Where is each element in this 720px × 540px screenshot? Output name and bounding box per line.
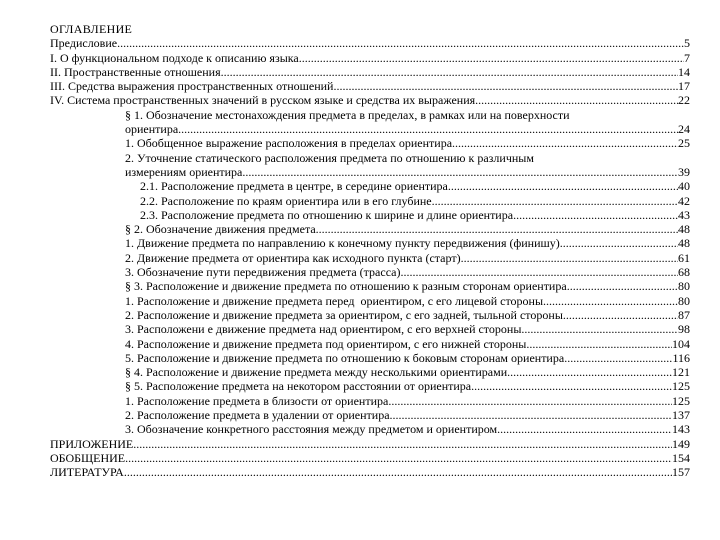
toc-entry-line bbox=[50, 151, 690, 165]
toc-entry-line bbox=[50, 279, 690, 293]
toc-entry-line bbox=[50, 465, 690, 479]
page-number: 121 bbox=[672, 365, 690, 380]
page-number: 125 bbox=[672, 379, 690, 394]
toc-entry-line bbox=[50, 365, 690, 379]
toc-entry-text: 2. Движение предмета от ориентира как исходного пункта (старт) bbox=[125, 250, 461, 265]
page-number: 98 bbox=[678, 322, 690, 337]
toc-entry-text: § 5. Расположение предмета на некотором расстоянии от ориентира bbox=[125, 379, 472, 394]
toc-entry-line bbox=[50, 36, 690, 50]
toc-entry bbox=[50, 322, 690, 336]
leader-dots bbox=[563, 308, 678, 322]
toc-entry-line bbox=[50, 79, 690, 93]
toc-entry-line bbox=[50, 294, 690, 308]
toc-entry-text: § 3. Расположение и движение предмета по отношению к разным сторонам ориентира bbox=[125, 279, 567, 294]
toc-entry bbox=[50, 422, 690, 436]
toc-entry bbox=[50, 251, 690, 265]
toc-entry-line bbox=[50, 65, 690, 79]
toc-entry bbox=[50, 93, 690, 107]
page-number: 137 bbox=[672, 408, 690, 423]
toc-entry bbox=[50, 337, 690, 351]
toc-entry bbox=[50, 36, 690, 50]
page-number: 5 bbox=[684, 36, 690, 51]
toc-entry-text: 4. Расположение и движение предмета под ориентиром, с его нижней стороны bbox=[125, 336, 527, 351]
leader-dots bbox=[242, 165, 678, 179]
page-number: 25 bbox=[678, 136, 690, 151]
toc-entry bbox=[50, 136, 690, 150]
leader-dots bbox=[507, 365, 672, 379]
page-number: 42 bbox=[678, 193, 690, 208]
toc-entry bbox=[50, 208, 690, 222]
toc-entry-text: ориентира bbox=[125, 122, 179, 137]
toc-entry-text: § 2. Обозначение движения предмета bbox=[125, 222, 316, 237]
page-number: 48 bbox=[678, 222, 690, 237]
toc-entry bbox=[50, 394, 690, 408]
toc-entry-text: 1. Расположение и движение предмета перед ориентиром, с его лицевой стороны bbox=[125, 293, 544, 308]
toc-entry-line bbox=[50, 322, 690, 336]
toc-entry-text: 5. Расположение и движение предмета по отношению к боковым сторонам ориентира bbox=[125, 350, 565, 365]
page-number: 143 bbox=[672, 422, 690, 437]
page-number: 104 bbox=[672, 336, 690, 351]
page-number: 39 bbox=[678, 164, 690, 179]
toc-entry-text: 2.3. Расположение предмета по отношению к ширине и длине ориентира bbox=[140, 207, 514, 222]
leader-dots bbox=[497, 422, 672, 436]
leader-dots bbox=[432, 194, 678, 208]
toc-entry bbox=[50, 222, 690, 236]
toc-entry bbox=[50, 451, 690, 465]
page-number: 80 bbox=[678, 293, 690, 308]
page-number: 48 bbox=[678, 236, 690, 251]
page-number: 149 bbox=[672, 436, 690, 451]
leader-dots bbox=[390, 408, 672, 422]
page-number: 17 bbox=[678, 79, 690, 94]
toc-entry-line bbox=[50, 437, 690, 451]
toc-entry-line bbox=[50, 408, 690, 422]
toc-entry-line bbox=[50, 308, 690, 322]
leader-dots bbox=[448, 179, 678, 193]
toc-entry-line bbox=[50, 108, 690, 122]
toc-title: ОГЛАВЛЕНИЕ bbox=[50, 22, 133, 36]
leader-dots bbox=[521, 322, 678, 336]
toc-entry bbox=[50, 379, 690, 393]
toc-entry bbox=[50, 79, 690, 93]
toc-entry-line bbox=[50, 251, 690, 265]
page-number: 22 bbox=[678, 93, 690, 108]
toc-entry bbox=[50, 279, 690, 293]
toc-entry-line bbox=[50, 51, 690, 65]
leader-dots bbox=[452, 136, 678, 150]
toc-entry-line bbox=[50, 422, 690, 436]
toc-entry-line bbox=[50, 351, 690, 365]
page-number: 125 bbox=[672, 393, 690, 408]
toc-entry-text: 1. Обобщенное выражение расположения в пределах ориентира bbox=[125, 136, 453, 151]
toc-entry-line bbox=[50, 208, 690, 222]
toc-entry bbox=[50, 65, 690, 79]
toc-entry-line bbox=[50, 394, 690, 408]
page-number: 7 bbox=[684, 50, 690, 65]
toc-entry-line bbox=[50, 451, 690, 465]
leader-dots bbox=[513, 208, 678, 222]
leader-dots bbox=[560, 236, 678, 250]
toc-entry bbox=[50, 308, 690, 322]
leader-dots bbox=[471, 379, 672, 393]
toc-entry-text: ЛИТЕРАТУРА bbox=[50, 465, 124, 480]
toc-entry bbox=[50, 236, 690, 250]
toc-entry-line bbox=[50, 136, 690, 150]
toc-entry-text: ОБОБЩЕНИЕ bbox=[50, 450, 126, 465]
toc-entry bbox=[50, 151, 690, 180]
leader-dots bbox=[299, 51, 684, 65]
toc-entry-text: 3. Расположени е движение предмета над ориентиром, с его верхней стороны bbox=[125, 322, 522, 337]
toc-entry-text: § 1. Обозначение местонахождения предмета в пределах, в рамках или на поверхности bbox=[125, 107, 570, 122]
toc-entry-line bbox=[50, 222, 690, 236]
leader-dots bbox=[117, 36, 684, 50]
page-number: 116 bbox=[672, 350, 690, 365]
page-number: 40 bbox=[678, 179, 690, 194]
toc-entry-line bbox=[50, 179, 690, 193]
page-number: 61 bbox=[678, 250, 690, 265]
page-number: 24 bbox=[678, 122, 690, 137]
toc-entry bbox=[50, 51, 690, 65]
toc-entry-line bbox=[50, 337, 690, 351]
toc-entry-text: 2.1. Расположение предмета в центре, в середине ориентира bbox=[140, 179, 448, 194]
leader-dots bbox=[388, 394, 672, 408]
toc-entry-text: III. Средства выражения пространственных отношений bbox=[50, 79, 334, 94]
leader-dots bbox=[333, 79, 678, 93]
leader-dots bbox=[125, 451, 672, 465]
toc-entry-text: 1. Расположение предмета в близости от ориентира bbox=[125, 393, 389, 408]
toc-entry-line bbox=[50, 379, 690, 393]
toc-entry-text: 2.2. Расположение по краям ориентира или в его глубине bbox=[140, 193, 432, 208]
toc-entry-line bbox=[50, 236, 690, 250]
leader-dots bbox=[316, 222, 678, 236]
toc-entry-text: I. О функциональном подходе к описанию языка bbox=[50, 50, 299, 65]
toc-entry-text: § 4. Расположение и движение предмета между несколькими ориентирами bbox=[125, 365, 508, 380]
toc-entry bbox=[50, 179, 690, 193]
toc-list bbox=[50, 36, 690, 479]
toc-entry-line bbox=[50, 93, 690, 107]
toc-entry bbox=[50, 194, 690, 208]
toc-entry-text: IV. Система пространственных значений в русском языке и средства их выражения bbox=[50, 93, 476, 108]
toc-entry bbox=[50, 265, 690, 279]
toc-entry bbox=[50, 294, 690, 308]
leader-dots bbox=[221, 65, 678, 79]
page-number: 87 bbox=[678, 307, 690, 322]
toc-entry-text: II. Пространственные отношения bbox=[50, 64, 221, 79]
toc-entry bbox=[50, 437, 690, 451]
toc-entry-line bbox=[50, 165, 690, 179]
toc-entry-text: 1. Движение предмета по направлению к конечному пункту передвижения (финишу) bbox=[125, 236, 560, 251]
toc-entry bbox=[50, 351, 690, 365]
leader-dots bbox=[178, 122, 678, 136]
toc-entry bbox=[50, 365, 690, 379]
toc-entry-text: измерениям ориентира bbox=[125, 164, 243, 179]
leader-dots bbox=[124, 465, 672, 479]
toc-entry bbox=[50, 408, 690, 422]
page-number: 154 bbox=[672, 450, 690, 465]
toc-entry-text: 2. Расположение предмета в удалении от ориентира bbox=[125, 408, 390, 423]
toc-entry-line bbox=[50, 265, 690, 279]
page-number: 43 bbox=[678, 207, 690, 222]
toc-entry-text: 3. Обозначение пути передвижения предмета (трасса) bbox=[125, 265, 401, 280]
leader-dots bbox=[543, 294, 678, 308]
leader-dots bbox=[401, 265, 679, 279]
toc-entry-text: 3. Обозначение конкретного расстояния между предметом и ориентиром bbox=[125, 422, 498, 437]
page-number: 68 bbox=[678, 265, 690, 280]
leader-dots bbox=[567, 279, 678, 293]
leader-dots bbox=[475, 93, 678, 107]
leader-dots bbox=[564, 351, 672, 365]
leader-dots bbox=[526, 337, 672, 351]
leader-dots bbox=[461, 251, 678, 265]
toc-entry-text: 2. Уточнение статического расположения предмета по отношению к различным bbox=[125, 150, 534, 165]
toc-entry-text: ПРИЛОЖЕНИЕ bbox=[50, 436, 134, 451]
toc-entry-line bbox=[50, 194, 690, 208]
page-number: 157 bbox=[672, 465, 690, 480]
toc-entry bbox=[50, 465, 690, 479]
page-number: 14 bbox=[678, 64, 690, 79]
toc-entry-text: 2. Расположение и движение предмета за ориентиром, с его задней, тыльной стороны bbox=[125, 307, 563, 322]
toc-entry-line bbox=[50, 122, 690, 136]
toc-entry-text: Предисловие bbox=[50, 36, 118, 51]
page-number: 80 bbox=[678, 279, 690, 294]
leader-dots bbox=[133, 437, 672, 451]
toc-entry bbox=[50, 108, 690, 137]
